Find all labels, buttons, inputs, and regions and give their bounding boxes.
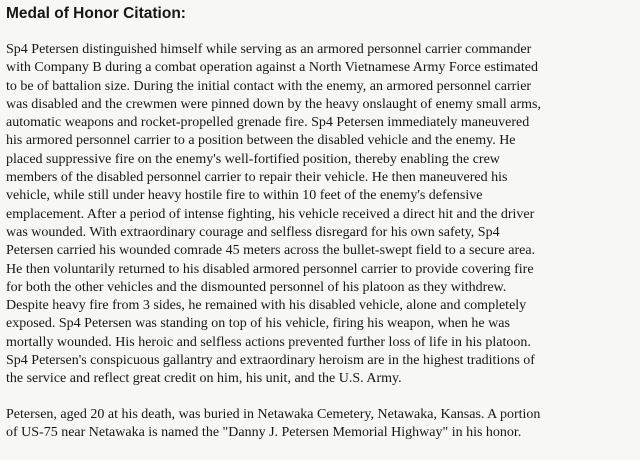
citation-line: for both the other vehicles and the dismounted personnel of his platoon as they withdrew. — [6, 279, 507, 295]
citation-paragraph — [6, 41, 634, 389]
burial-paragraph — [6, 406, 634, 443]
citation-line: placed suppressive fire on the enemy's well-fortified position, thereby enabling the crew — [6, 151, 500, 167]
citation-line: Sp4 Petersen distinguished himself while serving as an armored personnel carrier commander — [6, 42, 532, 57]
citation-line: with Company B during a combat operation against a North Vietnamese Army Force estimated — [6, 60, 538, 76]
paragraph-spacer — [6, 389, 634, 406]
citation-line: was disabled and the crewmen were pinned down by the heavy onslaught of enemy small arms, — [6, 96, 541, 112]
citation-line: was wounded. With extraordinary courage and selfless disregard for his own safety, Sp4 — [6, 224, 500, 240]
citation-line: Despite heavy fire from 3 sides, he remained with his disabled vehicle, alone and completely — [6, 298, 527, 314]
citation-line: automatic weapons and rocket-propelled grenade fire. Sp4 Petersen immediately maneuvered — [6, 115, 530, 131]
citation-line: mortally wounded. His heroic and selfless actions prevented further loss of life in his platoon. — [6, 334, 531, 350]
burial-line: of US-75 near Netawaka is named the "Danny J. Petersen Memorial Highway" in his honor. — [6, 424, 522, 440]
citation-line: his armored personnel carrier to a position between the disabled vehicle and the enemy. He — [6, 133, 516, 149]
citation-line: to be of battalion size. During the initial contact with the enemy, an armored personnel carrier — [6, 78, 532, 94]
citation-line: He then voluntarily returned to his disabled armored personnel carrier to provide covering fire — [6, 261, 534, 277]
burial-line: Petersen, aged 20 at his death, was buried in Netawaka Cemetery, Netawaka, Kansas. A portion — [6, 406, 541, 422]
document-title: Medal of Honor Citation: — [6, 5, 186, 22]
citation-line: members of the disabled personnel carrier to repair their vehicle. He then maneuvered his — [6, 170, 508, 186]
citation-line: Petersen carried his wounded comrade 45 meters across the bullet-swept field to a secure area. — [6, 243, 536, 259]
citation-line: exposed. Sp4 Petersen was standing on top of his vehicle, firing his weapon, when he was — [6, 316, 510, 332]
citation-line: the service and reflect great credit on him, his unit, and the U.S. Army. — [6, 371, 402, 387]
citation-line: vehicle, while still under heavy hostile fire to within 10 feet of the enemy's defensive — [6, 188, 483, 204]
citation-line: Sp4 Petersen's conspicuous gallantry and extraordinary heroism are in the highest traditions of — [6, 353, 535, 369]
citation-line: emplacement. After a period of intense fighting, his vehicle received a direct hit and the driver — [6, 206, 535, 222]
